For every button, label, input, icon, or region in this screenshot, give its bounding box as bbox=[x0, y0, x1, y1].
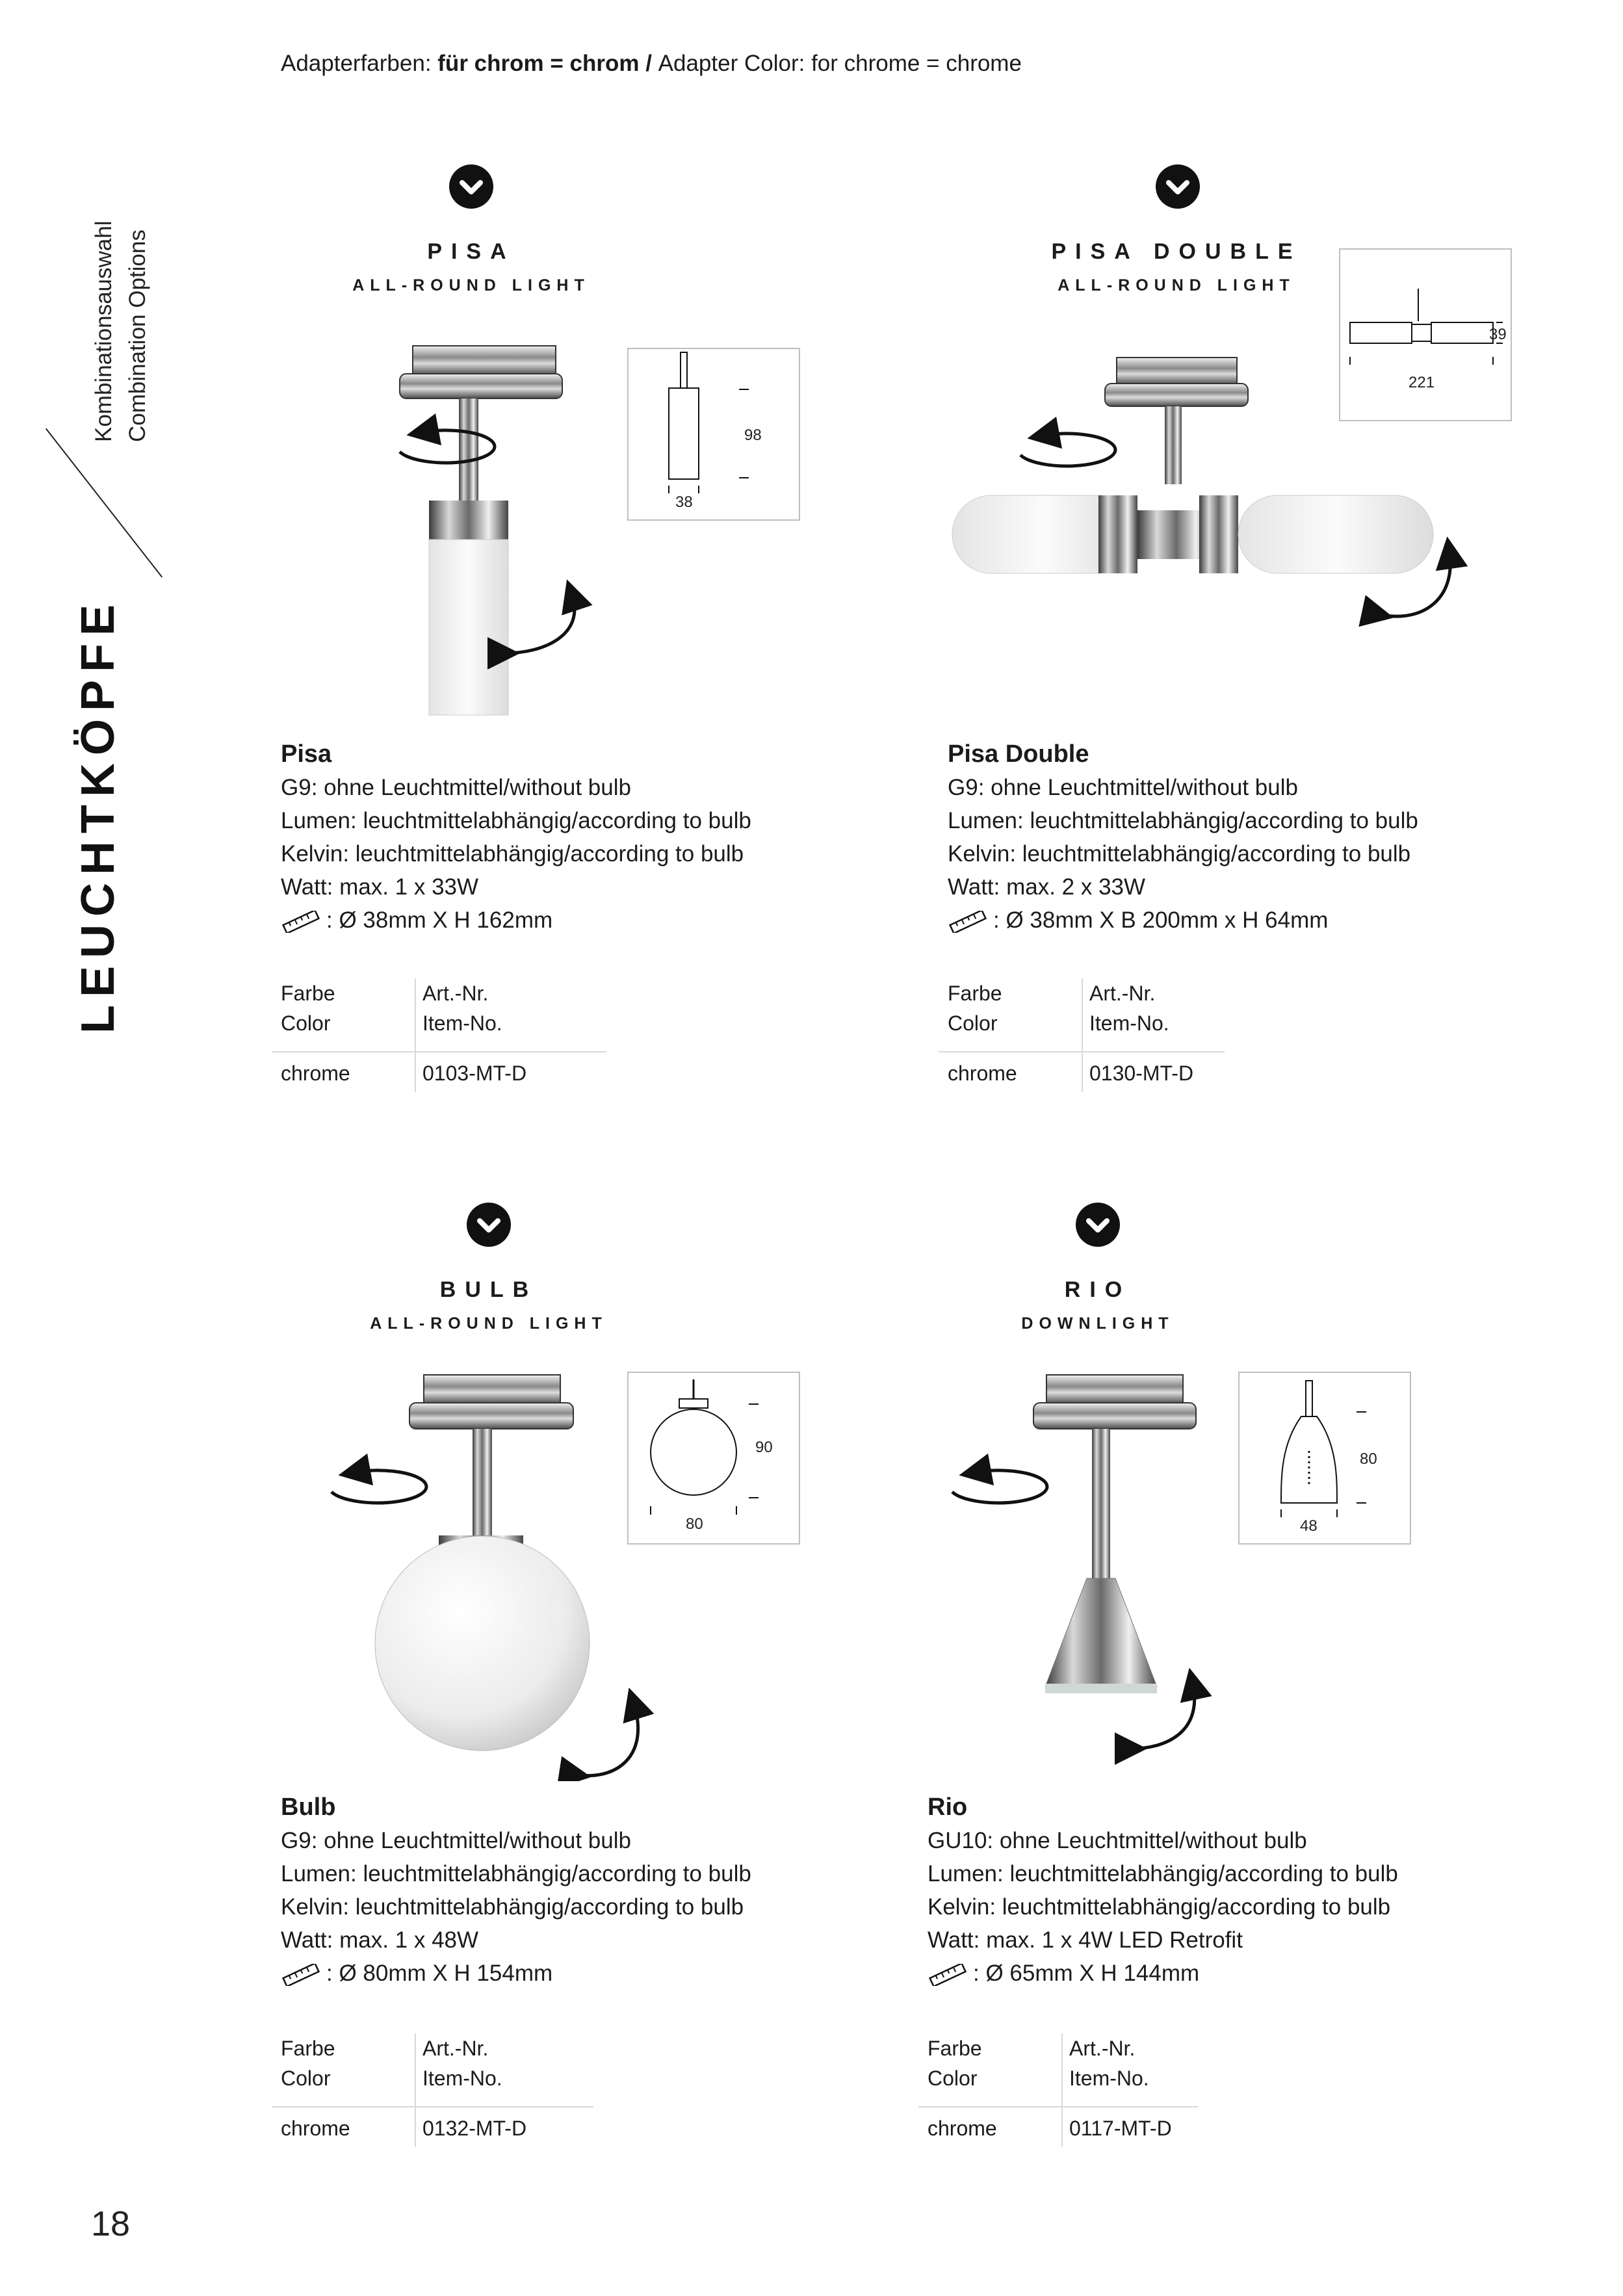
product-type: ALL-ROUND LIGHT bbox=[352, 276, 590, 294]
table-header: Art.-Nr. bbox=[1089, 982, 1156, 1005]
chevron-down-icon[interactable] bbox=[449, 164, 493, 209]
item-table bbox=[272, 2033, 593, 2147]
table-divider bbox=[272, 2106, 593, 2107]
spec-socket: G9: ohne Leuchtmittel/without bulb bbox=[281, 775, 631, 800]
product-image-pisa bbox=[312, 335, 624, 731]
dim-width: 221 bbox=[1409, 374, 1435, 391]
spec-socket: G9: ohne Leuchtmittel/without bulb bbox=[281, 1828, 631, 1853]
product-title: Pisa Double bbox=[948, 740, 1089, 768]
table-header: Color bbox=[281, 1011, 331, 1035]
product-image-pisa-double bbox=[942, 351, 1482, 657]
table-header: Item-No. bbox=[422, 2067, 502, 2090]
dimension-drawing bbox=[627, 1372, 800, 1545]
table-header: Art.-Nr. bbox=[1069, 2037, 1136, 2060]
table-header: Item-No. bbox=[1089, 1011, 1169, 1035]
product-specs bbox=[928, 1791, 1398, 1990]
spec-watt: Watt: max. 1 x 4W LED Retrofit bbox=[928, 1927, 1243, 1953]
dimension-drawing bbox=[1238, 1372, 1411, 1545]
rotate-arrow-icon bbox=[504, 595, 575, 653]
table-cell: 0130-MT-D bbox=[1089, 1062, 1194, 1085]
product-type: ALL-ROUND LIGHT bbox=[1058, 276, 1295, 294]
table-cell: chrome bbox=[281, 1062, 350, 1085]
table-header: Item-No. bbox=[1069, 2067, 1149, 2090]
table-divider bbox=[1082, 978, 1083, 1092]
adapter-value-de: für chrom = chrom / bbox=[437, 51, 658, 76]
table-divider bbox=[415, 2033, 416, 2147]
rotate-arrow-icon bbox=[1020, 434, 1115, 466]
table-cell: 0117-MT-D bbox=[1069, 2117, 1172, 2140]
page-number: 18 bbox=[91, 2204, 131, 2243]
adapter-color-note bbox=[281, 51, 1022, 77]
spec-lumen: Lumen: leuchtmittelabhängig/according to bulb bbox=[281, 1861, 751, 1886]
dimension-drawing bbox=[627, 348, 800, 521]
ruler-icon bbox=[281, 911, 321, 933]
table-cell: chrome bbox=[948, 1062, 1017, 1085]
table-header: Art.-Nr. bbox=[422, 982, 489, 1005]
table-header: Farbe bbox=[928, 2037, 982, 2060]
table-cell: 0132-MT-D bbox=[422, 2117, 527, 2140]
table-header: Farbe bbox=[948, 982, 1002, 1005]
product-image-bulb bbox=[312, 1365, 663, 1781]
spec-lumen: Lumen: leuchtmittelabhängig/according to bulb bbox=[281, 808, 751, 833]
ruler-icon bbox=[928, 1964, 968, 1986]
table-cell: 0103-MT-D bbox=[422, 1062, 527, 1085]
dim-height: 80 bbox=[1360, 1450, 1377, 1468]
chevron-down-icon[interactable] bbox=[1156, 164, 1200, 209]
table-divider bbox=[1061, 2033, 1063, 2147]
adapter-value-en: for chrome = chrome bbox=[811, 51, 1022, 76]
dim-height: 39 bbox=[1489, 326, 1507, 343]
table-divider bbox=[272, 1051, 606, 1052]
product-title: Rio bbox=[928, 1794, 968, 1821]
chevron-down-icon[interactable] bbox=[1076, 1203, 1120, 1247]
adapter-label-en: Adapter Color: bbox=[658, 51, 812, 76]
table-header: Art.-Nr. bbox=[422, 2037, 489, 2060]
item-table bbox=[918, 2033, 1198, 2147]
ruler-icon bbox=[948, 911, 988, 933]
product-title: Bulb bbox=[281, 1794, 336, 1821]
product-type: DOWNLIGHT bbox=[1021, 1314, 1175, 1333]
product-specs bbox=[281, 1791, 751, 1990]
spec-kelvin: Kelvin: leuchtmittelabhängig/according to bulb bbox=[281, 841, 744, 867]
rotate-arrow-icon bbox=[400, 430, 495, 463]
dim-width: 48 bbox=[1300, 1517, 1318, 1535]
section-title-text: LEUCHTKÖPFE bbox=[72, 597, 124, 1034]
spec-dimensions: : Ø 38mm X H 162mm bbox=[326, 907, 553, 933]
chevron-down-icon[interactable] bbox=[467, 1203, 511, 1247]
dim-height: 98 bbox=[744, 426, 762, 444]
spec-watt: Watt: max. 1 x 33W bbox=[281, 874, 479, 900]
table-header: Item-No. bbox=[422, 1011, 502, 1035]
spec-dimensions: : Ø 80mm X H 154mm bbox=[326, 1961, 553, 1986]
product-image-rio bbox=[936, 1365, 1235, 1768]
item-table bbox=[272, 978, 606, 1092]
sidebar-line-de: Kombinationsauswahl bbox=[91, 220, 116, 442]
spec-lumen: Lumen: leuchtmittelabhängig/according to bulb bbox=[948, 808, 1418, 833]
spec-dimensions: : Ø 65mm X H 144mm bbox=[973, 1961, 1200, 1986]
sidebar-divider bbox=[45, 428, 162, 578]
rotate-arrow-icon bbox=[575, 1703, 638, 1776]
ruler-icon bbox=[281, 1964, 321, 1986]
table-divider bbox=[918, 2106, 1198, 2107]
table-cell: chrome bbox=[281, 2117, 350, 2140]
product-type: ALL-ROUND LIGHT bbox=[370, 1314, 608, 1333]
spec-socket: G9: ohne Leuchtmittel/without bulb bbox=[948, 775, 1298, 800]
rotate-arrow-icon bbox=[331, 1470, 426, 1503]
table-divider bbox=[415, 978, 416, 1092]
product-name: PISA bbox=[427, 239, 515, 264]
item-table bbox=[939, 978, 1225, 1092]
sidebar-line-en: Combination Options bbox=[125, 229, 150, 442]
table-header: Farbe bbox=[281, 982, 335, 1005]
rotate-arrow-icon bbox=[952, 1470, 1047, 1503]
spec-kelvin: Kelvin: leuchtmittelabhängig/according to bulb bbox=[948, 841, 1411, 867]
table-header: Color bbox=[928, 2067, 978, 2090]
spec-watt: Watt: max. 2 x 33W bbox=[948, 874, 1146, 900]
product-specs bbox=[948, 738, 1418, 937]
spec-kelvin: Kelvin: leuchtmittelabhängig/according to bulb bbox=[281, 1894, 744, 1920]
spec-watt: Watt: max. 1 x 48W bbox=[281, 1927, 479, 1953]
spec-socket: GU10: ohne Leuchtmittel/without bulb bbox=[928, 1828, 1307, 1853]
spec-kelvin: Kelvin: leuchtmittelabhängig/according to bulb bbox=[928, 1894, 1391, 1920]
product-name: RIO bbox=[1064, 1277, 1132, 1302]
spec-lumen: Lumen: leuchtmittelabhängig/according to bulb bbox=[928, 1861, 1398, 1886]
dim-height: 90 bbox=[755, 1439, 773, 1456]
product-name: PISA DOUBLE bbox=[1051, 239, 1302, 264]
product-title: Pisa bbox=[281, 740, 332, 768]
table-header: Color bbox=[281, 2067, 331, 2090]
table-header: Farbe bbox=[281, 2037, 335, 2060]
dim-width: 38 bbox=[675, 493, 693, 511]
product-specs bbox=[281, 738, 751, 937]
table-cell: chrome bbox=[928, 2117, 997, 2140]
table-header: Color bbox=[948, 1011, 998, 1035]
adapter-label-de: Adapterfarben: bbox=[281, 51, 438, 76]
spec-dimensions: : Ø 38mm X B 200mm x H 64mm bbox=[993, 907, 1329, 933]
product-name: BULB bbox=[439, 1277, 538, 1302]
dim-width: 80 bbox=[686, 1515, 703, 1533]
